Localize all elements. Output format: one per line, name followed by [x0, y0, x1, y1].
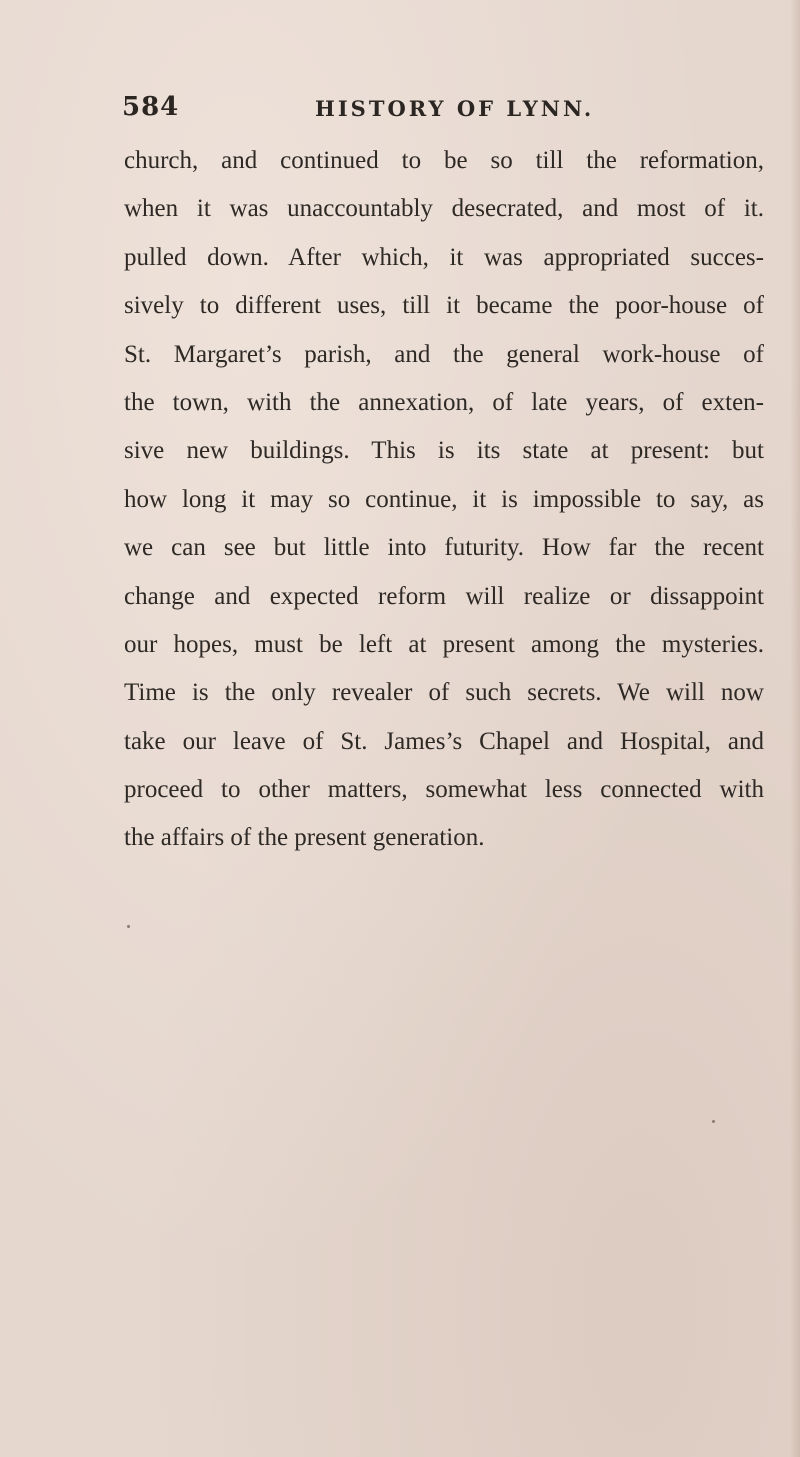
text-line: take our leave of St. James’s Chapel and Hospital, and: [124, 727, 764, 755]
page-edge-shadow: [790, 0, 800, 1457]
text-line: Time is the only revealer of such secrets. We will now: [124, 679, 764, 707]
text-line: church, and continued to be so till the reformation,: [124, 147, 764, 174]
ink-speck: [127, 925, 130, 928]
text-line: when it was unaccountably desecrated, and most of it.: [124, 195, 764, 223]
text-line: how long it may so continue, it is impossible to say, as: [124, 485, 764, 513]
page-number: 584: [122, 92, 180, 122]
text-line: proceed to other matters, somewhat less connected with: [124, 776, 764, 804]
text-line: sive new buildings. This is its state at present: but: [124, 437, 764, 465]
text-line: change and expected reform will realize or dissappoint: [124, 582, 764, 610]
body-text: [124, 137, 764, 863]
text-line: St. Margaret’s parish, and the general work-house of: [124, 340, 764, 368]
text-line: we can see but little into futurity. How far the recent: [124, 534, 764, 562]
text-line: sively to different uses, till it became the poor-house of: [124, 292, 764, 320]
running-head: [122, 92, 762, 132]
text-line: pulled down. After which, it was appropriated succes-: [124, 243, 764, 271]
ink-speck: [712, 1120, 715, 1123]
text-line: the affairs of the present generation.: [124, 824, 485, 852]
running-title: HISTORY OF LYNN.: [315, 96, 595, 121]
text-line: our hopes, must be left at present among the mysteries.: [124, 630, 764, 658]
text-line: the town, with the annexation, of late years, of exten-: [124, 388, 764, 416]
